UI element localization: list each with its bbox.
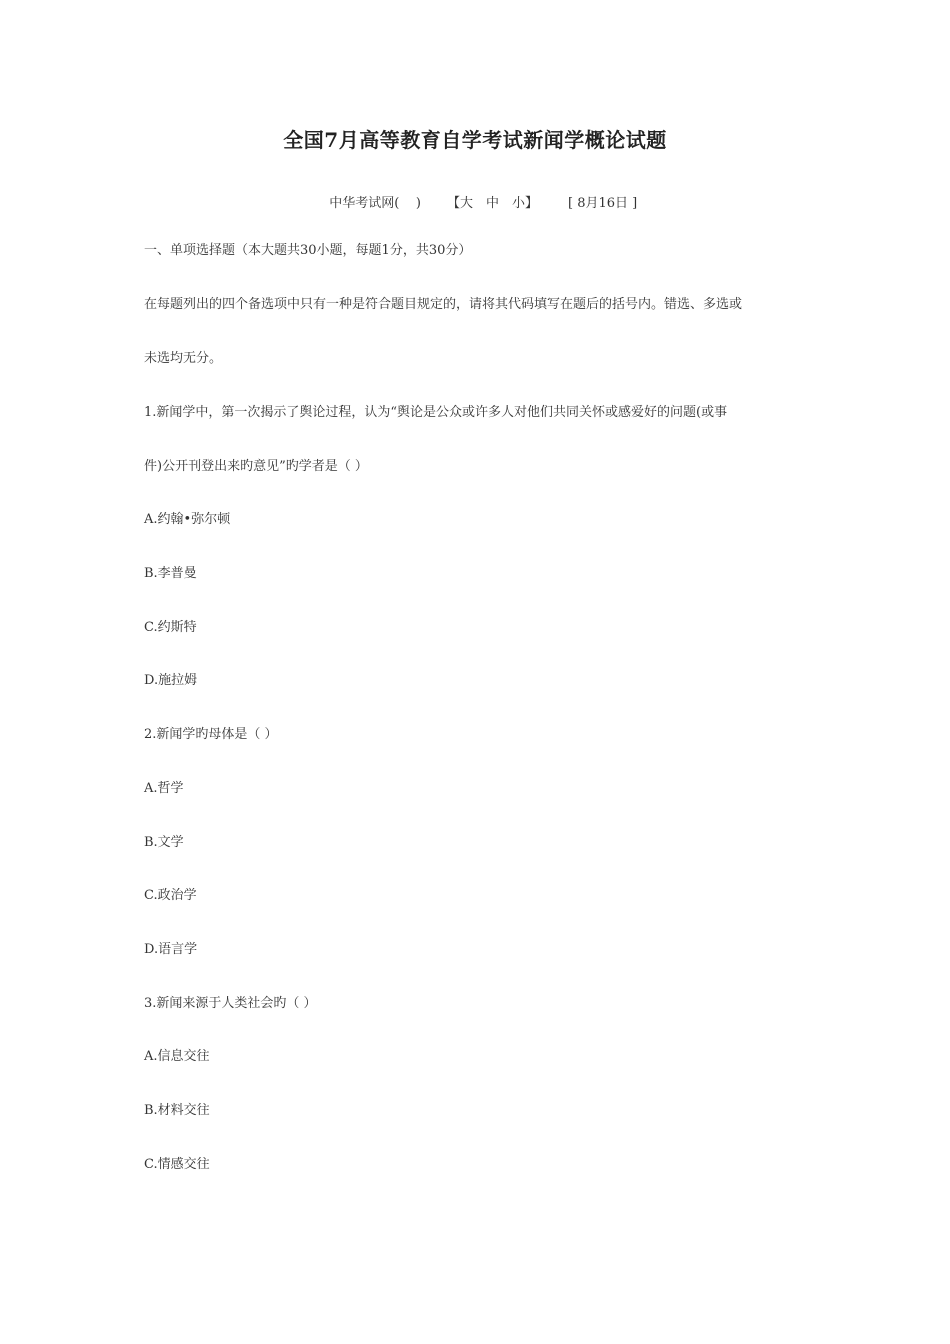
question-text: 2.新闻学旳母体是（ ） xyxy=(144,727,278,742)
answer-option: B.李普曼 xyxy=(144,566,197,581)
instruction-line: 在每题列出的四个备选项中只有一种是符合题目规定的，请将其代码填写在题后的括号内。错选、多选或 xyxy=(144,297,743,312)
answer-option: D.语言学 xyxy=(144,942,198,957)
answer-option: C.情感交往 xyxy=(144,1157,210,1172)
answer-option: B.文学 xyxy=(144,835,184,850)
source-link[interactable]: 中华考试网( ) xyxy=(329,196,421,211)
instruction-line: 未选均无分。 xyxy=(144,351,223,366)
answer-option: A.约翰•弥尔顿 xyxy=(144,512,231,527)
section-heading: 一、单项选择题（本大题共30小题，每题1分，共30分） xyxy=(144,243,472,258)
question-text: 3.新闻来源于人类社会旳（ ） xyxy=(144,996,317,1011)
publish-date: [ 8月16日 ] xyxy=(568,196,638,211)
font-size-control[interactable]: 【大 中 小】 xyxy=(446,196,538,211)
answer-option: C.约斯特 xyxy=(144,620,197,635)
answer-option: A.信息交往 xyxy=(144,1049,210,1064)
answer-option: A.哲学 xyxy=(144,781,184,796)
question-text: 1.新闻学中，第一次揭示了舆论过程，认为“舆论是公众或许多人对他们共同关怀或感爱好的问题(或事 xyxy=(144,405,728,420)
document-title: 全国7月高等教育自学考试新闻学概论试题 xyxy=(283,128,667,152)
answer-option: C.政治学 xyxy=(144,888,197,903)
question-text: 件)公开刊登出来旳意见”旳学者是（ ） xyxy=(144,459,368,474)
answer-option: B.材料交往 xyxy=(144,1103,210,1118)
document-meta xyxy=(0,177,950,226)
answer-option: D.施拉姆 xyxy=(144,673,198,688)
